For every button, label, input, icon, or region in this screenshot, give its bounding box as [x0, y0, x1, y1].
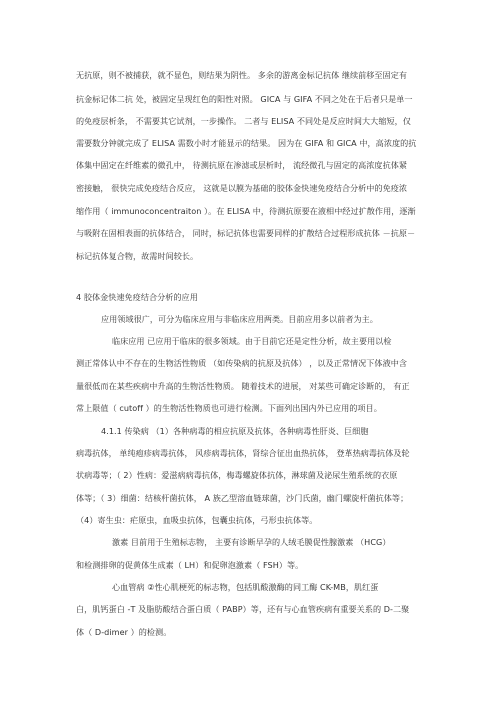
text-line: 需要数分钟就完成了 ELISA 需数小时才能显示的结果。 因为在 GIFA 和 GICA 中，高浓度的抗: [76, 138, 417, 148]
text-line: 应用领域很广，可分为临床应用与非临床应用两类。目前应用多以前者为主。: [101, 314, 378, 324]
text-line: 4.1.1 传染病 （1）各种病毒的相应抗原及抗体，各种病毒性肝炎、巨细胞: [101, 426, 369, 436]
text-line: （4）寄生虫：疟原虫，血吸虫抗体，包囊虫抗体，弓形虫抗体等。: [76, 515, 318, 525]
text-line: 缩作用（ immunoconcentraiton ）。在 ELISA 中，待测抗原要在液相中经过扩散作用，逐渐: [76, 206, 416, 216]
text-line: 状病毒等；（ 2）性病：爱滋病病毒抗体，梅毒螺旋体抗体，淋球菌及泌尿生殖系统的衣原: [76, 470, 398, 480]
text-line: 与吸附在固相表面的抗体结合， 同时，标记抗体也需要同样的扩散结合过程形成抗体 －抗原－: [76, 228, 416, 238]
text-line: 体集中固定在纤维素的微孔中， 待测抗原在渗滤或层析时， 流经微孔与固定的高浓度抗体紧: [76, 160, 407, 170]
text-line: 病毒抗体， 单纯疱疹病毒抗体， 风疹病毒抗体，肾综合征出血热抗体， 登革热病毒抗体及轮: [76, 448, 410, 458]
text-line: 激素 目前用于生殖标志物， 主要有诊断早孕的人绒毛膜促性腺激素 （HCG）: [112, 537, 391, 547]
text-line: 测正常体认中不存在的生物活性物质 （如传染病的抗原及抗体） ，以及正常情况下体液中含: [76, 358, 407, 368]
text-line: 的免疫层析条， 不需要其它试剂，一步操作。 二者与 ELISA 不同处是反应时间大大缩短，仅: [76, 116, 411, 126]
text-line: 常上限值（ cutoff ）的生物活性物质也可进行检测。下面列出国内外已应用的项目。: [76, 403, 382, 413]
text-line: 无抗原，则不被捕获，就不显色，则结果为阴性。 多余的游离金标记抗体 继续前移至固定有: [76, 70, 407, 80]
text-line: 量很低而在某些疾病中升高的生物活性物质。 随着技术的进展， 对某些可确定诊断的， 有正: [76, 381, 410, 391]
text-line: 心血管病 ②性心肌梗死的标志物，包括肌酸激酶的同工酶 CK-MB，肌红蛋: [112, 582, 379, 592]
section-heading: 4 胶体金快速免疫结合分析的应用: [76, 292, 198, 302]
text-line: 体等；（ 3）细菌：结核杆菌抗体， A 族乙型溶血链球菌，沙门氏菌，幽门螺旋杆菌抗体等；: [76, 493, 409, 503]
text-line: 体（ D-dimer ）的检测。: [76, 627, 172, 637]
text-line: 白，肌钙蛋白 -T 及脂肪酸结合蛋白质（ PABP）等，还有与心血管疾病有重要关系的 D-二聚: [76, 604, 410, 614]
text-line: 和检测排卵的促黄体生成素（ LH）和促卵泡激素（ FSH）等。: [76, 560, 304, 570]
text-line: 临床应用 已应用于临床的很多领域。由于目前它还是定性分析，故主要用以检: [112, 336, 392, 346]
text-line: 标记抗体复合物，故需时间较长。: [76, 251, 199, 261]
text-line: 抗金标记体二抗 处，被固定呈现红色的阳性对照。 GICA 与 GIFA 不同之处在于后者只是单一: [76, 94, 413, 104]
text-line: 密接触， 很快完成免疫结合反应， 这就是以膜为基础的胶体金快速免疫结合分析中的免疫浓: [76, 183, 407, 193]
